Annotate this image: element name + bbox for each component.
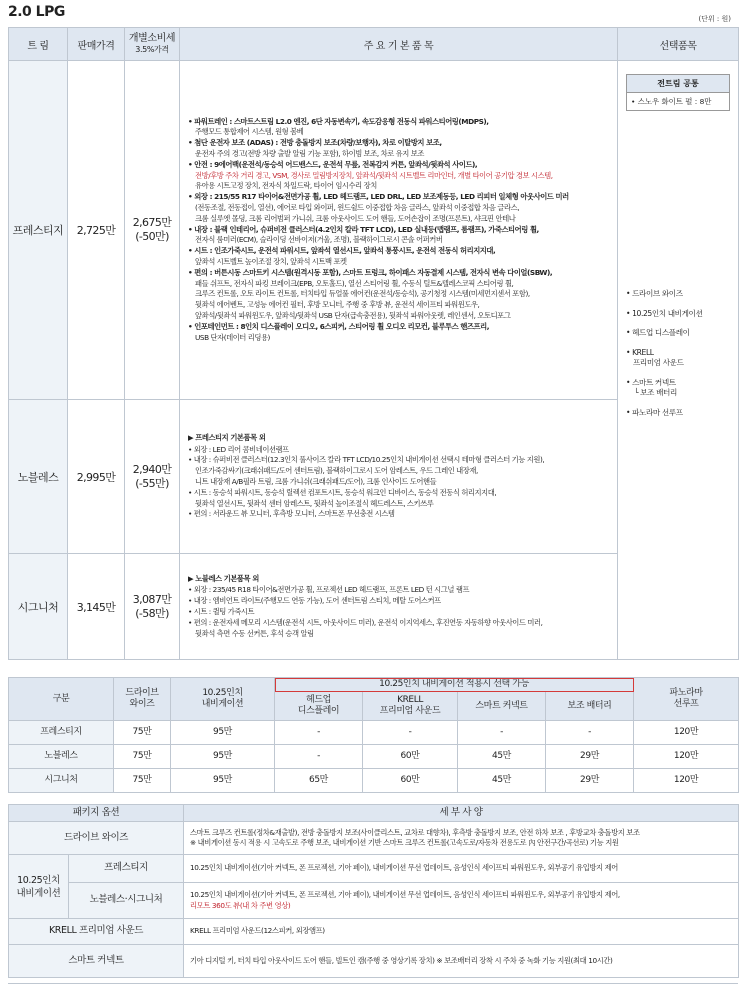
opt-header-nav-l1: 10.25인치: [202, 688, 243, 698]
table-row: [9, 745, 739, 769]
opt-cell: 120만: [634, 721, 739, 745]
feature-line: • 외장 : 235/45 R18 타이어&전면가공 휠, 프로젝션 LED 헤드램프, 프론트 LED 턴 시그널 램프: [188, 585, 470, 595]
feature-line: • 내장 : 슈퍼비전 클러스터(12.3인치 풀사이즈 칼라 TFT LCD/10.25인치 내비게이션 선택시 테마형 클러스터 기능 지원),: [188, 455, 545, 465]
feature-line: (전동조절, 전동접이, 열선), 에어로 타입 와이퍼, 윈드쉴드 이중접합 차음 글라스, 앞좌석 이중접합 차음 글라스,: [195, 203, 520, 212]
opt-header-krell-l2: 프리미엄 사운드: [379, 706, 441, 717]
opt-header-drive: [114, 678, 171, 721]
pkg-krell-label: KRELL 프리미엄 사운드: [9, 919, 184, 945]
features-prestige: [180, 61, 618, 400]
opt-cell: 60만: [363, 769, 458, 793]
pkg-prestige-desc: 10.25인치 내비게이션(기아 커넥트, 폰 프로젝션, 기아 페이), 내비게이션 무선 업데이트, 음성인식 세이프티 파워윈도우, 외부공기 유입방지 제어: [184, 855, 739, 883]
opt-cell: -: [275, 745, 363, 769]
header-tax-line2: 3.5%가격: [135, 45, 169, 54]
trim-noblesse: 노블레스: [9, 400, 68, 554]
option-krell: [626, 348, 702, 369]
option-list: [626, 289, 702, 427]
opt-cell: -: [458, 721, 546, 745]
table-row: [9, 919, 739, 945]
pkg-smart-desc: 기아 디지털 키, 터치 타입 아웃사이드 도어 핸들, 빌트인 캠(주행 중 영상기록 장치) ※ 보조배터리 장착 시 주차 중 녹화 기능 지원(최대 10시간): [184, 945, 739, 978]
opt-header-nav: [171, 678, 275, 721]
feature-line: • 시트 : 동승석 파워시트, 동승석 릴렉션 컴포트시트, 동승석 워크인 디바이스, 동승석 전동식 허리지지대,: [188, 487, 497, 497]
pkg-noblesse-desc: [184, 883, 739, 919]
opt-row-trim: 시그니처: [9, 769, 114, 793]
feature-line: 유아용 시트고정 장치, 전자식 차일드락, 타이어 임시수리 장치: [195, 181, 377, 191]
feature-line: • 내장 : 블랙 인테리어, 슈퍼비전 클러스터(4.2인치 칼라 TFT LCD), LED 실내등(맵램프, 룸램프), 가죽스티어링 휠,: [188, 224, 539, 234]
table-row: [9, 883, 739, 919]
opt-header-pano-l1: 파노라마: [669, 688, 703, 698]
feature-intro: ▶ 노블레스 기본품목 외: [188, 573, 259, 583]
tax-price-diff: (-55만): [135, 476, 169, 490]
tax-price-value: 3,087만: [132, 592, 172, 606]
option-panorama: • 파노라마 선루프: [626, 407, 683, 417]
pkg-drive-wise-label: 드라이브 와이즈: [9, 822, 184, 855]
opt-cell: 95만: [171, 721, 275, 745]
feature-line: • 파워트레인 : 스마트스트림 L2.0 엔진, 6단 자동변속기, 속도감응형 전동식 파워스티어링(MDPS),: [188, 116, 489, 126]
table-row: [9, 822, 739, 855]
option-krell-line2: 프리미엄 사운드: [633, 358, 684, 367]
feature-line: • 외장 : LED 리어 콤비네이션램프: [188, 444, 289, 454]
option-price-table: [8, 677, 739, 793]
feature-line: 뒷좌석 에어벤트, 고성능 에어컨 필터, 후방 모니터, 주행 중 후방 뷰, 운전석 세이프티 파워윈도우,: [195, 300, 480, 310]
feature-line: • 내장 : 엠비언트 라이트(주행모드 연동 가능), 도어 센터트림 스티치, 메탈 도어스커프: [188, 596, 441, 606]
table-row: [9, 855, 739, 883]
tax-price-diff: (-50만): [135, 230, 169, 243]
options-column: [618, 61, 739, 660]
feature-line: • 첨단 운전자 보조 (ADAS) : 전방 충돌방지 보조(차량/보행자), 차로 이탈방지 보조,: [188, 138, 442, 148]
feature-line: • 편의 : 서라운드 뷰 모니터, 후측방 모니터, 스마트폰 무선충전 시스템: [188, 509, 395, 519]
common-option-title: 전트림 공통: [627, 75, 729, 93]
feature-line: 뒷좌석 열선시트, 뒷좌석 센터 암레스트, 뒷좌석 높이조절식 헤드레스트, 스키쓰루: [195, 498, 434, 508]
feature-line: 크루즈 컨트롤, 오토 라이트 컨트롤, 터치타입 듀얼풀 에어컨(운전석/동승석), 공기청정 시스템(미세먼지센서 포함),: [195, 289, 530, 299]
opt-header-hud-l1: 헤드업: [306, 695, 331, 706]
opt-header-drive-l1: 드라이브: [125, 688, 159, 698]
opt-header-krell: [363, 692, 458, 721]
opt-header-nav-l2: 내비게이션: [201, 699, 244, 709]
pkg-prestige-label: 프레스티지: [69, 855, 184, 883]
price-noblesse: 2,995만: [68, 400, 125, 554]
opt-cell: 75만: [114, 745, 171, 769]
feature-line: 앞좌석/뒷좌석 파워윈도우, 앞좌석/뒷좌석 USB 단자(급속충전용), 뒷좌석 파워아웃렛, 레인센서, 오토디포그: [195, 310, 511, 320]
tax-price-prestige: [125, 61, 180, 400]
feature-line: 뒷좌석 측면 수동 선커튼, 후석 승객 알림: [195, 628, 314, 638]
opt-cell: 95만: [171, 769, 275, 793]
header-tax-line1: 개별소비세: [128, 33, 176, 44]
feature-line: 패들 쉬프트, 전자식 파킹 브레이크(EPB, 오토홀드), 열선 스티어링 휠, 수동식 틸트&텔레스코픽 스티어링 휠,: [195, 278, 514, 288]
price-prestige: 2,725만: [68, 61, 125, 400]
feature-line: 크롬 실루엣 몰딩, 크롬 리어범퍼 가니쉬, 크롬 아웃사이드 도어 핸들, 도어손잡이 조명(프론트), 샤크핀 안테나: [195, 213, 516, 223]
pkg-krell-desc: KRELL 프리미엄 사운드(12스피커, 외장앰프): [184, 919, 739, 945]
feature-line: • 시트 : 퀼팅 가죽시트: [188, 607, 255, 616]
feature-line: • 시트 : 인조가죽시트, 운전석 파워시트, 앞좌석 열선시트, 앞좌석 통풍시트, 운전석 전동식 허리지지대,: [188, 246, 496, 256]
opt-row-trim: 노블레스: [9, 745, 114, 769]
opt-cell: 120만: [634, 745, 739, 769]
bottom-divider: [8, 983, 738, 984]
feature-intro: ▶ 프레스티지 기본품목 외: [188, 432, 266, 442]
feature-line: 앞좌석 시트벨트 높이조절 장치, 앞좌석 시트백 포켓: [195, 256, 347, 266]
tax-price-diff: (-58만): [135, 606, 169, 620]
header-features: 주 요 기 본 품 목: [180, 28, 618, 61]
pkg-drive-line1: 스마트 크루즈 컨트롤(정차&재출발), 전방 충돌방지 보조(사이클리스트, 교차로 대향차), 후측방 충돌방지 보조, 안전 하차 보조 , 후방교차 충돌방지 보조: [190, 827, 640, 837]
pkg-nav-label-l2: 내비게이션: [16, 887, 61, 899]
unit-label: (단위 : 원): [698, 15, 731, 23]
common-option-item: • 스노우 화이트 펄 : 8만: [631, 97, 712, 106]
opt-cell: 65만: [275, 769, 363, 793]
feature-line: • 편의 : 운전자세 메모리 시스템(운전석 시트, 아웃사이드 미러), 운전석 이지억세스, 후진연동 자동하향 아웃사이드 미러,: [188, 617, 543, 627]
tax-price-signature: [125, 554, 180, 660]
opt-cell: 60만: [363, 745, 458, 769]
opt-cell: -: [275, 721, 363, 745]
feature-line: 전방/후방 주차 거리 경고, VSM, 경사로 밀림방지장치, 앞좌석/뒷좌석 시트벨트 리마인더, 개별 타이어 공기압 경보 시스템,: [195, 170, 553, 180]
pkg-header-detail: 세 부 사 양: [184, 805, 739, 822]
feature-line: • 외장 : 215/55 R17 타이어&전면가공 휠, LED 헤드램프, LED DRL, LED 보조제동등, LED 리피터 일체형 아웃사이드 미러: [188, 192, 569, 202]
feature-line: • 편의 : 버튼시동 스마트키 시스템(원격시동 포함), 스마트 트렁크, 하이패스 자동결제 시스템, 전자식 변속 다이얼(SBW),: [188, 267, 553, 277]
features-signature: [180, 554, 618, 660]
opt-cell: -: [546, 721, 634, 745]
trim-signature: 시그니처: [9, 554, 68, 660]
opt-header-nav-group: 10.25인치 내비게이션 적용시 선택 가능: [275, 678, 634, 692]
opt-cell: 75만: [114, 721, 171, 745]
tax-price-value: 2,940만: [132, 462, 172, 476]
table-row: [9, 721, 739, 745]
header-price: 판매가격: [68, 28, 125, 61]
opt-header-battery: 보조 배터리: [546, 692, 634, 721]
feature-line: • 안전 : 9에어백(운전석/동승석 어드밴스드, 운전석 무릎, 전복감지 커튼, 앞좌석/뒷좌석 사이드),: [188, 159, 478, 169]
option-smart-line1: • 스마트 커넥트: [626, 377, 676, 387]
option-navigation: • 10.25인치 내비게이션: [626, 308, 703, 318]
price-signature: 3,145만: [68, 554, 125, 660]
pkg-drive-wise-desc: [184, 822, 739, 855]
option-drive-wise: • 드라이브 와이즈: [626, 289, 683, 298]
pkg-nav-label: [9, 855, 69, 919]
pkg-noblesse-line1: 10.25인치 내비게이션(기아 커넥트, 폰 프로젝션, 기아 페이), 내비게이션 무선 업데이트, 음성인식 세이프티 파워윈도우, 외부공기 유입방지 제어,: [190, 890, 620, 899]
option-smart-connect: [626, 378, 702, 399]
opt-cell: 120만: [634, 769, 739, 793]
option-hud: • 헤드업 디스플레이: [626, 328, 690, 337]
opt-cell: 29만: [546, 745, 634, 769]
opt-cell: 29만: [546, 769, 634, 793]
option-battery-line: └ 보조 배터리: [634, 388, 677, 397]
feature-line: USB 단자(데이터 리딩용): [195, 332, 270, 342]
feature-line: 인조가죽감싸기(크래쉬패드/도어 센터트림), 블랙하이그로시 도어 암레스트, 우드 그레인 내장재,: [195, 466, 478, 476]
trim-feature-table: [8, 27, 739, 660]
header-tax-price: [125, 28, 180, 61]
opt-header-pano-l2: 선루프: [673, 699, 699, 709]
opt-cell: 45만: [458, 745, 546, 769]
opt-row-trim: 프레스티지: [9, 721, 114, 745]
common-option-box: [626, 74, 730, 111]
table-row: [9, 945, 739, 978]
feature-line: 주행모드 통합제어 시스템, 원형 봄베: [195, 127, 304, 137]
table-row: [9, 769, 739, 793]
feature-line: • 인포테인먼트 : 8인치 디스플레이 오디오, 6스피커, 스티어링 휠 오디오 리모컨, 블루투스 핸즈프리,: [188, 321, 490, 331]
opt-header-krell-l1: KRELL: [397, 695, 423, 706]
opt-cell: -: [363, 721, 458, 745]
feature-line: 니트 내장재 A/B필라 트림, 크롬 가니쉬(크래쉬패드/도어), 크롬 인사이드 도어핸들: [195, 477, 437, 486]
opt-cell: 45만: [458, 769, 546, 793]
features-noblesse: [180, 400, 618, 554]
header-trim: 트 림: [9, 28, 68, 61]
pkg-noblesse-line2: 리모트 360도 뷰(내 차 주변 영상): [190, 900, 291, 910]
pkg-smart-label: 스마트 커넥트: [9, 945, 184, 978]
pkg-header-package: 패키지 옵션: [9, 805, 184, 822]
pkg-drive-line2: ※ 내비게이션 동시 적용 시 고속도로 주행 보조, 내비게이션 기반 스마트 크루즈 컨트롤(고속도로/자동차 전용도로 內 안전구간/곡선로) 기능 지원: [190, 838, 619, 847]
opt-header-hud-l2: 디스플레이: [297, 706, 340, 717]
opt-header-drive-l2: 와이즈: [129, 699, 155, 709]
pkg-noblesse-label: 노블레스·시그니처: [69, 883, 184, 919]
opt-header-panorama: [634, 678, 739, 721]
opt-header-smart: 스마트 커넥트: [458, 692, 546, 721]
feature-line: 전자식 룸미러(ECM), 슬라이딩 선바이저(거울, 조명), 블랙하이그로시 콘솔 어퍼커버: [195, 235, 443, 245]
package-detail-table: [8, 804, 739, 978]
feature-line: 운전자 주의 경고(전방 차량 출발 알림 기능 포함), 하이빔 보조, 차로 유지 보조: [195, 149, 424, 159]
pkg-nav-label-l1: 10.25인치: [17, 874, 60, 886]
tax-price-noblesse: [125, 400, 180, 554]
opt-header-hud: [275, 692, 363, 721]
tax-price-value: 2,675만: [132, 216, 172, 229]
header-options: 선택품목: [618, 28, 739, 61]
option-krell-line1: • KRELL: [626, 347, 654, 357]
opt-cell: 75만: [114, 769, 171, 793]
opt-header-gubun: 구분: [9, 678, 114, 721]
opt-cell: 95만: [171, 745, 275, 769]
page-title: 2.0 LPG: [8, 4, 65, 20]
trim-prestige: 프레스티지: [9, 61, 68, 400]
